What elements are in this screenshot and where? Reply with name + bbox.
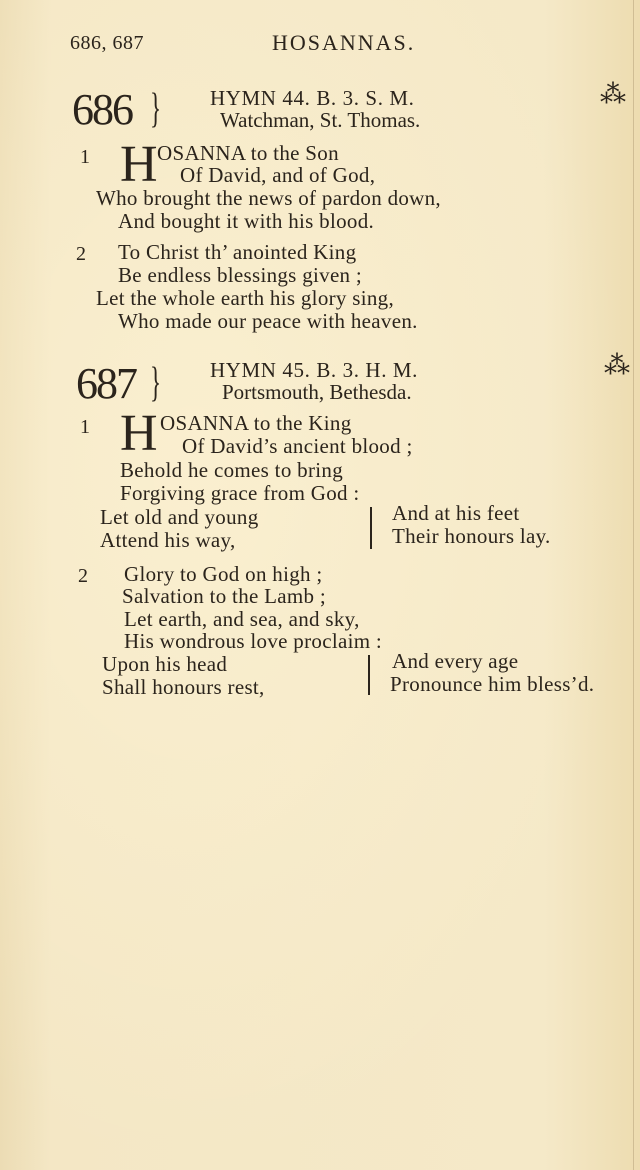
verse-line: Salvation to the Lamb ; xyxy=(122,584,327,608)
verse-line: Shall honours rest, xyxy=(102,675,265,699)
brace-icon: } xyxy=(150,360,162,406)
verse-number: 1 xyxy=(80,146,90,168)
verse-line: And every age xyxy=(392,649,519,673)
hymn-number: 687 xyxy=(76,359,136,408)
verse-number: 1 xyxy=(80,416,90,438)
hymn-meta: HYMN 45. B. 3. H. M. xyxy=(210,358,419,382)
verse-line: Of David’s ancient blood ; xyxy=(182,434,413,458)
verse-line: Glory to God on high ; xyxy=(124,562,323,586)
verse-line: And at his feet xyxy=(392,501,520,525)
brace-icon: } xyxy=(150,86,162,132)
hymn-meta: HYMN 44. B. 3. S. M. xyxy=(210,86,415,110)
drop-cap: H xyxy=(120,136,158,193)
verse-line: Be endless blessings given ; xyxy=(118,263,363,287)
verse-number: 2 xyxy=(78,565,88,587)
verse-line: Who made our peace with heaven. xyxy=(118,309,418,333)
drop-cap: H xyxy=(120,405,158,462)
running-title: HOSANNAS. xyxy=(272,30,416,55)
verse-line: Upon his head xyxy=(102,652,228,676)
verse-number: 2 xyxy=(76,243,86,265)
verse-line: Who brought the news of pardon down, xyxy=(96,186,441,210)
page-edge-line xyxy=(633,0,634,1170)
verse-line: To Christ th’ anointed King xyxy=(118,240,357,264)
asterism-icon: ⁂ xyxy=(604,351,630,380)
asterism-icon: ⁂ xyxy=(600,80,626,109)
verse-line: Let the whole earth his glory sing, xyxy=(96,286,395,310)
verse-line: Let old and young xyxy=(100,505,259,529)
verse-line: Of David, and of God, xyxy=(180,163,376,187)
verse-line: Pronounce him bless’d. xyxy=(390,672,595,696)
hymn-number: 686 xyxy=(72,85,132,134)
verse-line: Attend his way, xyxy=(100,528,236,552)
verse-line: Let earth, and sea, and sky, xyxy=(124,607,360,631)
verse-line: Forgiving grace from God : xyxy=(120,481,360,505)
page-numbers: 686, 687 xyxy=(70,32,144,54)
verse-line: Behold he comes to bring xyxy=(120,458,343,482)
tune-names: Portsmouth, Bethesda. xyxy=(222,380,412,404)
tune-names: Watchman, St. Thomas. xyxy=(220,108,421,132)
verse-line: Their honours lay. xyxy=(392,524,551,548)
column-divider xyxy=(368,655,370,695)
column-divider xyxy=(370,507,372,549)
verse-line: OSANNA to the Son xyxy=(157,141,339,165)
verse-line: And bought it with his blood. xyxy=(118,209,375,233)
verse-line: His wondrous love proclaim : xyxy=(124,629,383,653)
verse-line: OSANNA to the King xyxy=(160,411,352,435)
